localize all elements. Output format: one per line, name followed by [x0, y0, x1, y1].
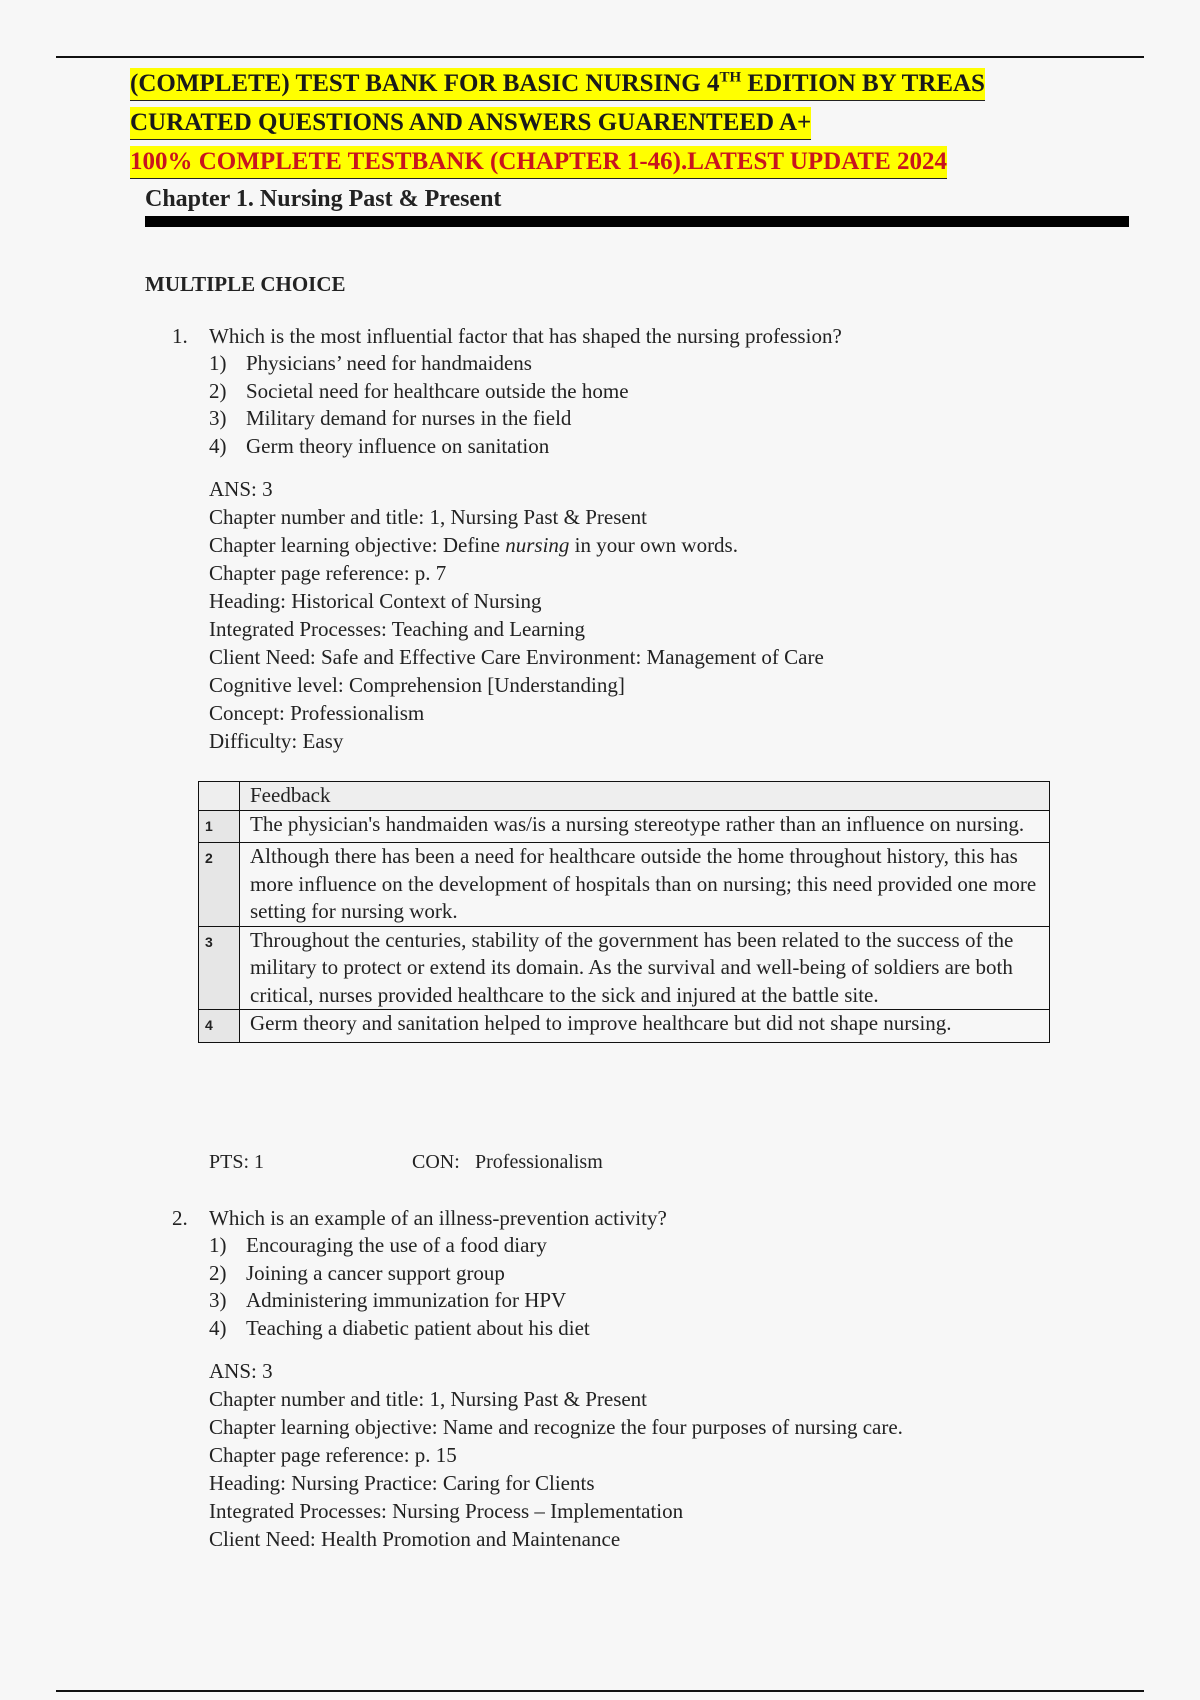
- option: 2) Societal need for healthcare outside the home: [209, 378, 629, 403]
- chapter-number-title: Chapter number and title: 1, Nursing Past & Present: [209, 505, 648, 529]
- con-value: Professionalism: [475, 1151, 603, 1173]
- question-2-meta: [209, 1357, 903, 1553]
- client-need: Client Need: Safe and Effective Care Environment: Management of Care: [209, 645, 824, 669]
- heading: Heading: Nursing Practice: Caring for Clients: [209, 1471, 595, 1495]
- question-text: Which is the most influential factor that has shaped the nursing profession?: [209, 324, 842, 348]
- page-reference: Chapter page reference: p. 15: [209, 1443, 457, 1467]
- learning-objective: Chapter learning objective: Define nursing in your own words.: [209, 533, 738, 557]
- question-number: 2.: [172, 1206, 188, 1230]
- difficulty: Difficulty: Easy: [209, 729, 344, 753]
- option: 4) Germ theory influence on sanitation: [209, 433, 550, 458]
- question-number: 1.: [172, 324, 188, 348]
- header-line-3: 100% COMPLETE TESTBANK (CHAPTER 1-46).LATEST UPDATE 2024: [130, 146, 947, 179]
- option: 2) Joining a cancer support group: [209, 1260, 505, 1285]
- answer: ANS: 3: [209, 477, 273, 501]
- option: 3) Administering immunization for HPV: [209, 1288, 567, 1312]
- con-label: CON:: [412, 1151, 460, 1173]
- table-row: [199, 1010, 1050, 1043]
- question-2-options: [209, 1232, 590, 1342]
- answer: ANS: 3: [209, 1359, 273, 1383]
- bottom-rule: [56, 1690, 1144, 1692]
- chapter-number-title: Chapter number and title: 1, Nursing Past & Present: [209, 1387, 648, 1411]
- feedback-text: Germ theory and sanitation helped to improve healthcare but did not shape nursing.: [240, 1010, 1050, 1043]
- cognitive-level: Cognitive level: Comprehension [Understanding]: [209, 673, 625, 697]
- chapter-title: Chapter 1. Nursing Past & Present: [145, 186, 502, 212]
- option: 4) Teaching a diabetic patient about his diet: [209, 1315, 590, 1340]
- question-1-meta: [209, 475, 824, 755]
- learning-objective: Chapter learning objective: Name and recognize the four purposes of nursing care.: [209, 1415, 903, 1439]
- section-title: MULTIPLE CHOICE: [145, 272, 346, 296]
- top-rule: [56, 56, 1144, 58]
- chapter-divider: [145, 216, 1129, 227]
- integrated-processes: Integrated Processes: Teaching and Learning: [209, 617, 586, 641]
- pts-value: 1: [254, 1151, 264, 1173]
- client-need: Client Need: Health Promotion and Maintenance: [209, 1527, 621, 1551]
- concept: Concept: Professionalism: [209, 701, 425, 725]
- header-line-2: CURATED QUESTIONS AND ANSWERS GUARENTEED A+: [130, 107, 811, 140]
- feedback-table: [198, 781, 1050, 1043]
- table-row: [199, 926, 1050, 1010]
- table-row: [199, 810, 1050, 843]
- points-concept-line: [209, 1151, 603, 1174]
- page-reference: Chapter page reference: p. 7: [209, 561, 447, 585]
- heading: Heading: Historical Context of Nursing: [209, 589, 542, 613]
- feedback-text: The physician's handmaiden was/is a nursing stereotype rather than an influence on nursing.: [240, 810, 1050, 843]
- feedback-header: Feedback: [240, 782, 1050, 811]
- row-number: 4: [199, 1010, 240, 1043]
- question-1-options: [209, 350, 629, 460]
- row-number: 2: [199, 843, 240, 927]
- feedback-text: Although there has been a need for healthcare outside the home throughout history, this has more influence on the development of hospitals than on nursing; this need provided one more setting for nursing work.: [240, 843, 1050, 927]
- pts-label: PTS:: [209, 1151, 250, 1173]
- option: 3) Military demand for nurses in the field: [209, 406, 572, 430]
- integrated-processes: Integrated Processes: Nursing Process – Implementation: [209, 1499, 684, 1523]
- option: 1) Encouraging the use of a food diary: [209, 1233, 547, 1257]
- option: 1) Physicians’ need for handmaidens: [209, 351, 532, 375]
- table-header-row: [199, 782, 1050, 811]
- question-text: Which is an example of an illness-prevention activity?: [209, 1206, 667, 1230]
- row-number: 1: [199, 810, 240, 843]
- table-row: [199, 843, 1050, 927]
- header-line-1: (COMPLETE) TEST BANK FOR BASIC NURSING 4TH EDITION BY TREAS: [130, 68, 985, 101]
- row-number: 3: [199, 926, 240, 1010]
- feedback-text: Throughout the centuries, stability of the government has been related to the success of the military to protect or extend its domain. As the survival and well-being of soldiers are both critical, nurses provided healthcare to the sick and injured at the battle site.: [240, 926, 1050, 1010]
